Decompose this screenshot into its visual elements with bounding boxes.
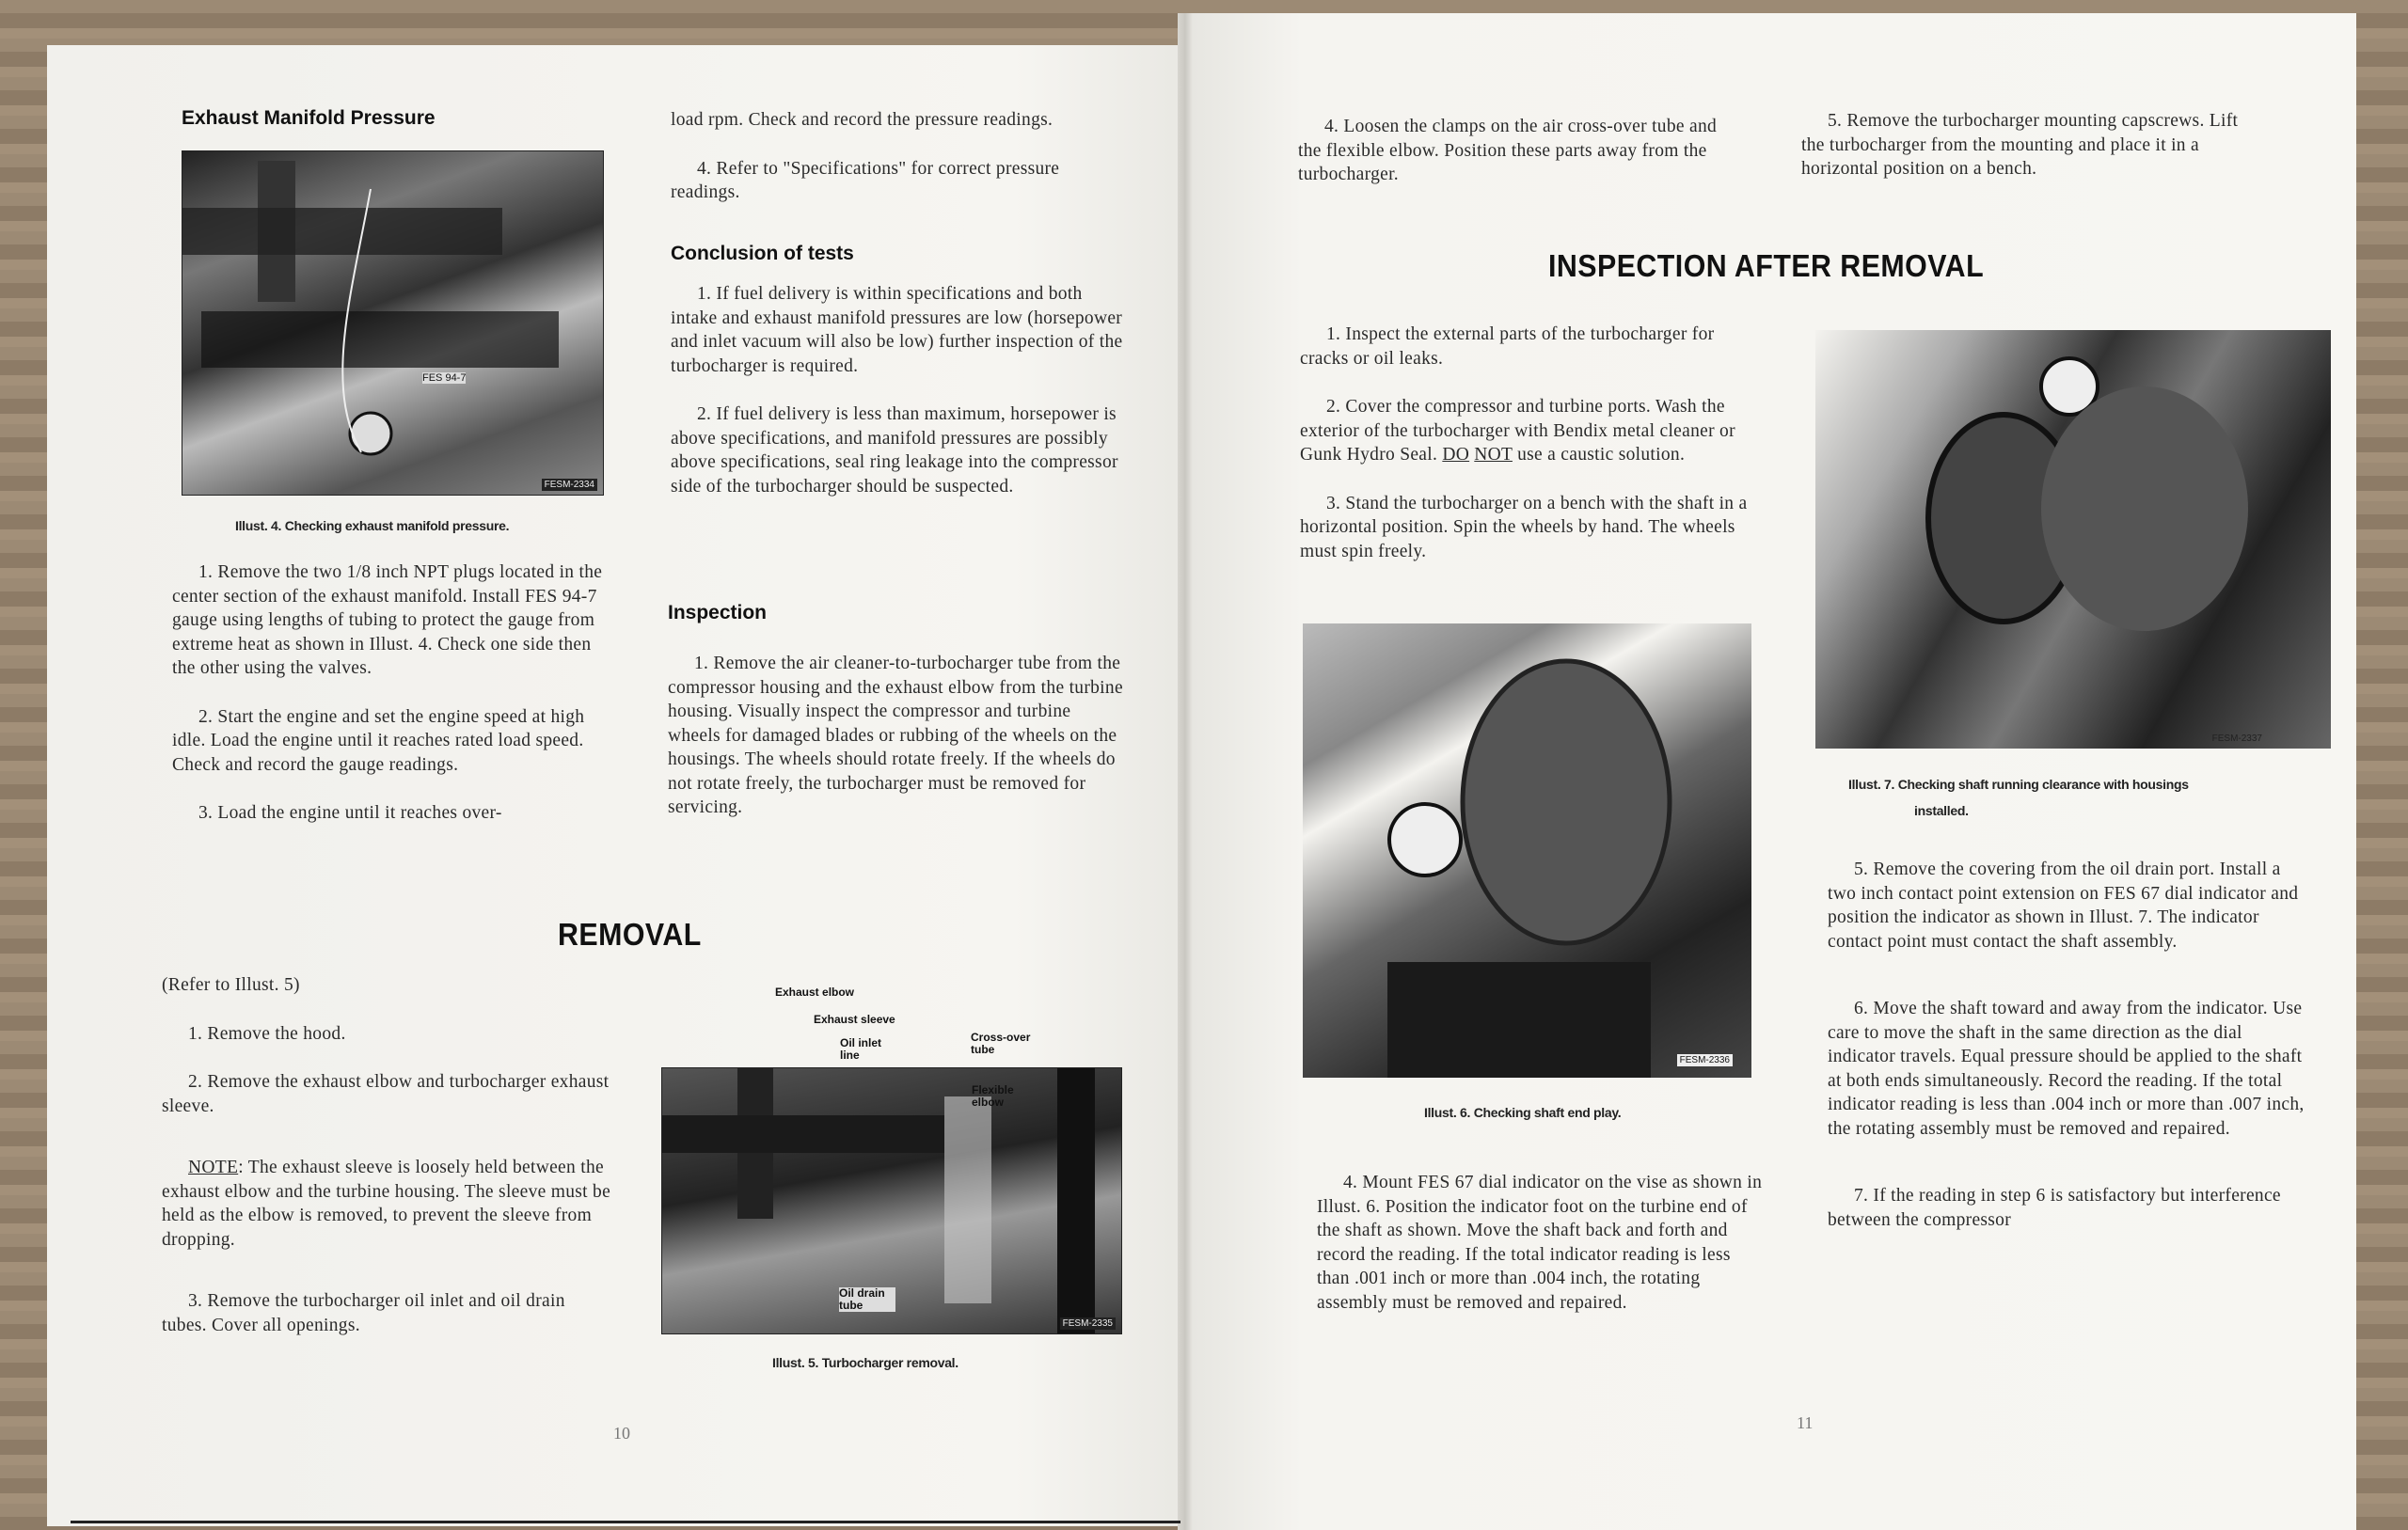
- figure-code: FESM-2334: [542, 479, 597, 491]
- heading-conclusion-of-tests: Conclusion of tests: [671, 243, 854, 264]
- paragraph: 3. Load the engine until it reaches over-: [198, 803, 502, 823]
- paragraph: [1300, 395, 1761, 467]
- illust4-photo: [182, 150, 604, 496]
- step2-text: 2. Cover the compressor and turbine ports. Wash the exterior of the turbocharger with Bendix metal cleaner or Gunk Hydro Seal.: [1300, 397, 1735, 465]
- gauge-label: FES 94-7: [422, 372, 467, 384]
- dial-indicator-illustration: [1815, 330, 2331, 749]
- page-edge-line: [71, 1521, 1180, 1523]
- illust4-caption: Illust. 4. Checking exhaust manifold pressure.: [235, 518, 510, 533]
- emphasis-do: DO: [1442, 445, 1470, 465]
- paragraph: 1. Remove the two 1/8 inch NPT plugs located in the center section of the exhaust manifold. Install FES 94-7 gauge using lengths of tubing to protect the gauge from extreme heat as shown in Illust. 4. Check one side then the other using the valves.: [172, 562, 603, 678]
- illust7-photo: [1815, 330, 2331, 749]
- paragraph: 2. Remove the exhaust elbow and turbocharger exhaust sleeve.: [162, 1072, 610, 1116]
- turbocharger-vise-illustration: [1303, 623, 1751, 1078]
- label-exhaust-elbow: Exhaust elbow: [775, 986, 855, 999]
- steps-5-to-7: [1828, 858, 2307, 1256]
- inspection-after-removal-steps: [1300, 323, 1761, 588]
- heading-inspection: Inspection: [668, 602, 768, 623]
- paragraph: 4. Refer to "Specifications" for correct pressure readings.: [671, 158, 1060, 202]
- step-4-mount: [1317, 1171, 1764, 1339]
- label-oil-inlet-line: Oil inlet line: [840, 1036, 882, 1062]
- paragraph: load rpm. Check and record the pressure readings.: [671, 110, 1054, 130]
- figure-code: FESM-2335: [1060, 1317, 1116, 1330]
- exhaust-steps: [172, 560, 614, 850]
- removal-step-4: [1298, 115, 1740, 212]
- paragraph: 1. Remove the air cleaner-to-turbocharger tube from the compressor housing and the exhaust elbow from the turbine housing. Visually inspect the compressor and turbine wheels for damaged blades or rubbing of the wheels on the housings. The wheels should rotate freely. If the wheels do not rotate freely, the turbocharger must be removed for servicing.: [668, 654, 1123, 817]
- paragraph: 3. Remove the turbocharger oil inlet and oil drain tubes. Cover all openings.: [162, 1291, 565, 1335]
- illust7-caption-line2: installed.: [1914, 803, 1969, 818]
- note-paragraph: [162, 1156, 613, 1252]
- page-number: 10: [613, 1424, 630, 1443]
- heading-exhaust-manifold-pressure: Exhaust Manifold Pressure: [182, 107, 436, 129]
- paragraph: 6. Move the shaft toward and away from the indicator. Use care to move the shaft in the same direction as the dial indicator travels. Equal pressure should be applied to the shaft at both ends simultaneously. Record the reading. If the total indicator reading is less than .004 inch or more than .007 inch, the rotating assembly must be removed and repaired.: [1828, 999, 2305, 1139]
- note-text: : The exhaust sleeve is loosely held between the exhaust elbow and the turbine housing. The sleeve must be held as the elbow is removed, to prevent the sleeve from dropping.: [162, 1158, 611, 1250]
- illust6-photo: [1303, 623, 1751, 1078]
- note-label: NOTE: [188, 1158, 239, 1177]
- illust6-caption: Illust. 6. Checking shaft end play.: [1424, 1105, 1622, 1120]
- paragraph: 5. Remove the turbocharger mounting capscrews. Lift the turbocharger from the mounting and place it in a horizontal position on a bench.: [1801, 111, 2239, 179]
- page-number: 11: [1797, 1413, 1814, 1432]
- label-exhaust-sleeve: Exhaust sleeve: [814, 1013, 895, 1026]
- inspection-steps: [668, 652, 1124, 844]
- book-spine: [1178, 13, 1193, 1530]
- heading-inspection-after-removal: INSPECTION AFTER REMOVAL: [1548, 248, 1985, 283]
- paragraph: 1. Inspect the external parts of the turbocharger for cracks or oil leaks.: [1300, 324, 1715, 369]
- figure-code: FESM-2337: [2211, 733, 2262, 744]
- figure-code: FESM-2336: [1677, 1054, 1733, 1066]
- label-flexible-elbow: Flexible elbow: [972, 1083, 1014, 1109]
- paragraph: 2. Start the engine and set the engine speed at high idle. Load the engine until it reaches rated load speed. Check and record the gauge readings.: [172, 706, 585, 775]
- paragraph: 1. If fuel delivery is within specifications and both intake and exhaust manifold pressures are low (horsepower and inlet vacuum will also be low) further inspection of the turbocharger is required.: [671, 284, 1123, 376]
- removal-step-5: [1801, 109, 2262, 206]
- emphasis-not: NOT: [1474, 445, 1513, 465]
- paragraph: 4. Mount FES 67 dial indicator on the vise as shown in Illust. 6. Position the indicator foot on the turbine end of the shaft as shown. Move the shaft back and forth and record the reading. If the total indicator reading is less than .001 inch or more than .004 inch, the rotating assembly must be removed and repaired.: [1317, 1173, 1763, 1313]
- step2-text-end: use a caustic solution.: [1512, 445, 1686, 465]
- paragraph: 7. If the reading in step 6 is satisfactory but interference between the compressor: [1828, 1186, 2281, 1230]
- conclusion-steps: [671, 282, 1127, 523]
- paragraph: 5. Remove the covering from the oil drain port. Install a two inch contact point extension on FES 67 dial indicator and position the indicator as shown in Illust. 7. The indicator contact point must contact the shaft assembly.: [1828, 860, 2299, 952]
- engine-illustration: [182, 151, 603, 495]
- paragraph: 3. Stand the turbocharger on a bench with the shaft in a horizontal position. Spin the wheels by hand. The wheels must spin freely.: [1300, 493, 1748, 561]
- removal-reference: (Refer to Illust. 5): [162, 975, 300, 995]
- exhaust-steps-continued: [671, 108, 1122, 229]
- illust7-caption-line1: Illust. 7. Checking shaft running clearance with housings: [1848, 777, 2189, 792]
- removal-steps: [162, 973, 613, 1362]
- illust5-caption: Illust. 5. Turbocharger removal.: [772, 1355, 958, 1370]
- label-cross-over-tube: Cross-over tube: [971, 1031, 1031, 1056]
- paragraph: 2. If fuel delivery is less than maximum, horsepower is above specifications, and manifold pressures are possibly above specifications, seal ring leakage into the compressor side of the turbocharger should be suspected.: [671, 404, 1118, 497]
- paragraph: 4. Loosen the clamps on the air cross-over tube and the flexible elbow. Position these parts away from the turbocharger.: [1298, 117, 1718, 184]
- label-oil-drain-tube: Oil drain tube: [839, 1287, 895, 1312]
- heading-removal: REMOVAL: [558, 917, 702, 952]
- paragraph: 1. Remove the hood.: [188, 1023, 346, 1044]
